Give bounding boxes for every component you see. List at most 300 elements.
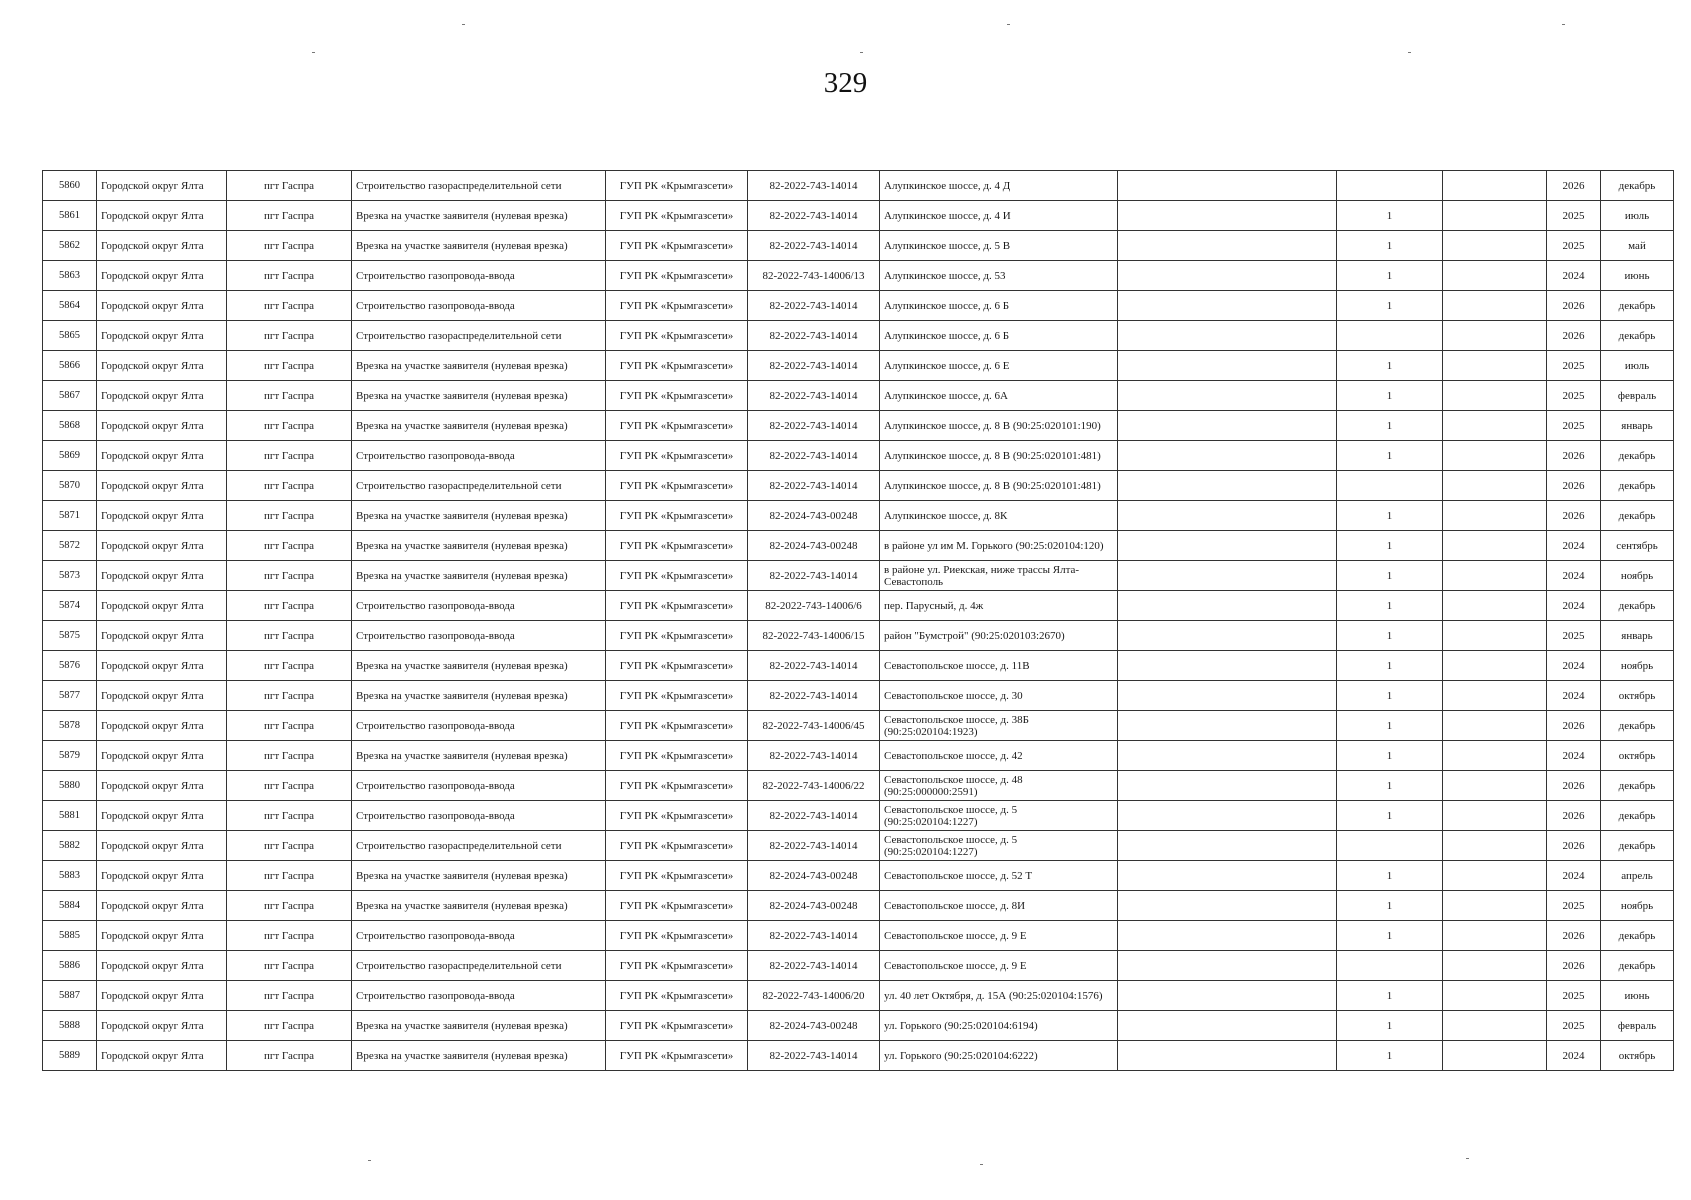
- year-cell: 2026: [1547, 951, 1601, 981]
- blank-cell: [1118, 681, 1337, 711]
- blank-cell: [1443, 201, 1547, 231]
- year-cell: 2026: [1547, 441, 1601, 471]
- table-row: [43, 801, 1674, 831]
- month-cell: ноябрь: [1601, 561, 1674, 591]
- blank-cell: [1443, 501, 1547, 531]
- blank-cell: [1443, 381, 1547, 411]
- organization-cell: ГУП РК «Крымгазсети»: [606, 741, 748, 771]
- settlement-cell: пгт Гаспра: [227, 471, 352, 501]
- row-number: 5869: [43, 441, 97, 471]
- blank-cell: [1443, 891, 1547, 921]
- table-row: [43, 291, 1674, 321]
- work-type-cell: Врезка на участке заявителя (нулевая врезка): [352, 501, 606, 531]
- count-cell: [1337, 951, 1443, 981]
- month-cell: февраль: [1601, 1011, 1674, 1041]
- settlement-cell: пгт Гаспра: [227, 591, 352, 621]
- scan-speck: [980, 1164, 983, 1165]
- district-cell: Городской округ Ялта: [97, 921, 227, 951]
- address-cell: Алупкинское шоссе, д. 8К: [880, 501, 1118, 531]
- row-number: 5862: [43, 231, 97, 261]
- work-type-cell: Врезка на участке заявителя (нулевая врезка): [352, 531, 606, 561]
- blank-cell: [1443, 651, 1547, 681]
- organization-cell: ГУП РК «Крымгазсети»: [606, 561, 748, 591]
- month-cell: октябрь: [1601, 1041, 1674, 1071]
- contract-code-cell: 82-2022-743-14014: [748, 411, 880, 441]
- address-cell: Севастопольское шоссе, д. 9 Е: [880, 921, 1118, 951]
- year-cell: 2026: [1547, 771, 1601, 801]
- address-cell: Алупкинское шоссе, д. 4 Д: [880, 171, 1118, 201]
- work-type-cell: Врезка на участке заявителя (нулевая врезка): [352, 891, 606, 921]
- year-cell: 2024: [1547, 741, 1601, 771]
- work-type-cell: Строительство газораспределительной сети: [352, 471, 606, 501]
- district-cell: Городской округ Ялта: [97, 411, 227, 441]
- year-cell: 2024: [1547, 591, 1601, 621]
- count-cell: 1: [1337, 531, 1443, 561]
- blank-cell: [1118, 651, 1337, 681]
- address-cell: Алупкинское шоссе, д. 6 Б: [880, 321, 1118, 351]
- count-cell: 1: [1337, 681, 1443, 711]
- address-cell: Севастопольское шоссе, д. 11В: [880, 651, 1118, 681]
- contract-code-cell: 82-2022-743-14014: [748, 321, 880, 351]
- table-row: [43, 351, 1674, 381]
- work-type-cell: Врезка на участке заявителя (нулевая врезка): [352, 651, 606, 681]
- address-cell: Алупкинское шоссе, д. 8 В (90:25:020101:190): [880, 411, 1118, 441]
- row-number: 5864: [43, 291, 97, 321]
- blank-cell: [1443, 411, 1547, 441]
- year-cell: 2024: [1547, 561, 1601, 591]
- organization-cell: ГУП РК «Крымгазсети»: [606, 831, 748, 861]
- settlement-cell: пгт Гаспра: [227, 1011, 352, 1041]
- year-cell: 2024: [1547, 651, 1601, 681]
- scan-speck: [1562, 24, 1565, 25]
- organization-cell: ГУП РК «Крымгазсети»: [606, 651, 748, 681]
- table-row: [43, 1011, 1674, 1041]
- organization-cell: ГУП РК «Крымгазсети»: [606, 681, 748, 711]
- blank-cell: [1443, 591, 1547, 621]
- contract-code-cell: 82-2022-743-14014: [748, 801, 880, 831]
- organization-cell: ГУП РК «Крымгазсети»: [606, 891, 748, 921]
- organization-cell: ГУП РК «Крымгазсети»: [606, 981, 748, 1011]
- organization-cell: ГУП РК «Крымгазсети»: [606, 531, 748, 561]
- blank-cell: [1118, 471, 1337, 501]
- work-type-cell: Строительство газораспределительной сети: [352, 171, 606, 201]
- year-cell: 2025: [1547, 201, 1601, 231]
- count-cell: [1337, 321, 1443, 351]
- row-number: 5879: [43, 741, 97, 771]
- work-type-cell: Врезка на участке заявителя (нулевая врезка): [352, 1041, 606, 1071]
- row-number: 5882: [43, 831, 97, 861]
- work-type-cell: Врезка на участке заявителя (нулевая врезка): [352, 1011, 606, 1041]
- table-row: [43, 321, 1674, 351]
- table-row: [43, 381, 1674, 411]
- address-cell: район "Бумстрой" (90:25:020103:2670): [880, 621, 1118, 651]
- year-cell: 2025: [1547, 381, 1601, 411]
- settlement-cell: пгт Гаспра: [227, 381, 352, 411]
- blank-cell: [1443, 441, 1547, 471]
- address-cell: ул. Горького (90:25:020104:6222): [880, 1041, 1118, 1071]
- work-type-cell: Строительство газопровода-ввода: [352, 711, 606, 741]
- blank-cell: [1443, 711, 1547, 741]
- blank-cell: [1118, 531, 1337, 561]
- month-cell: декабрь: [1601, 471, 1674, 501]
- count-cell: 1: [1337, 1011, 1443, 1041]
- year-cell: 2025: [1547, 1011, 1601, 1041]
- blank-cell: [1118, 411, 1337, 441]
- district-cell: Городской округ Ялта: [97, 561, 227, 591]
- work-type-cell: Врезка на участке заявителя (нулевая врезка): [352, 381, 606, 411]
- address-cell: Алупкинское шоссе, д. 53: [880, 261, 1118, 291]
- month-cell: апрель: [1601, 861, 1674, 891]
- settlement-cell: пгт Гаспра: [227, 861, 352, 891]
- row-number: 5868: [43, 411, 97, 441]
- district-cell: Городской округ Ялта: [97, 861, 227, 891]
- month-cell: сентябрь: [1601, 531, 1674, 561]
- blank-cell: [1118, 381, 1337, 411]
- contract-code-cell: 82-2024-743-00248: [748, 531, 880, 561]
- count-cell: [1337, 171, 1443, 201]
- blank-cell: [1118, 441, 1337, 471]
- count-cell: 1: [1337, 981, 1443, 1011]
- district-cell: Городской округ Ялта: [97, 711, 227, 741]
- year-cell: 2026: [1547, 501, 1601, 531]
- blank-cell: [1443, 741, 1547, 771]
- month-cell: декабрь: [1601, 591, 1674, 621]
- count-cell: 1: [1337, 261, 1443, 291]
- year-cell: 2026: [1547, 291, 1601, 321]
- row-number: 5883: [43, 861, 97, 891]
- settlement-cell: пгт Гаспра: [227, 171, 352, 201]
- work-type-cell: Врезка на участке заявителя (нулевая врезка): [352, 741, 606, 771]
- row-number: 5873: [43, 561, 97, 591]
- blank-cell: [1443, 261, 1547, 291]
- blank-cell: [1118, 771, 1337, 801]
- year-cell: 2026: [1547, 921, 1601, 951]
- month-cell: декабрь: [1601, 321, 1674, 351]
- settlement-cell: пгт Гаспра: [227, 321, 352, 351]
- work-type-cell: Строительство газопровода-ввода: [352, 591, 606, 621]
- table-row: [43, 831, 1674, 861]
- year-cell: 2025: [1547, 231, 1601, 261]
- scan-speck: [860, 52, 863, 53]
- district-cell: Городской округ Ялта: [97, 171, 227, 201]
- district-cell: Городской округ Ялта: [97, 681, 227, 711]
- district-cell: Городской округ Ялта: [97, 801, 227, 831]
- contract-code-cell: 82-2024-743-00248: [748, 861, 880, 891]
- contract-code-cell: 82-2022-743-14014: [748, 951, 880, 981]
- table-row: [43, 861, 1674, 891]
- count-cell: 1: [1337, 231, 1443, 261]
- district-cell: Городской округ Ялта: [97, 441, 227, 471]
- district-cell: Городской округ Ялта: [97, 1011, 227, 1041]
- address-cell: в районе ул. Риекская, ниже трассы Ялта-Севастополь: [880, 561, 1118, 591]
- blank-cell: [1118, 291, 1337, 321]
- work-type-cell: Строительство газопровода-ввода: [352, 771, 606, 801]
- address-cell: ул. 40 лет Октября, д. 15А (90:25:020104:1576): [880, 981, 1118, 1011]
- blank-cell: [1443, 321, 1547, 351]
- blank-cell: [1118, 501, 1337, 531]
- district-cell: Городской округ Ялта: [97, 621, 227, 651]
- count-cell: 1: [1337, 651, 1443, 681]
- blank-cell: [1118, 201, 1337, 231]
- row-number: 5885: [43, 921, 97, 951]
- settlement-cell: пгт Гаспра: [227, 801, 352, 831]
- district-cell: Городской округ Ялта: [97, 831, 227, 861]
- year-cell: 2025: [1547, 891, 1601, 921]
- contract-code-cell: 82-2022-743-14014: [748, 921, 880, 951]
- count-cell: 1: [1337, 891, 1443, 921]
- settlement-cell: пгт Гаспра: [227, 261, 352, 291]
- register-table: [42, 170, 1674, 1071]
- count-cell: 1: [1337, 501, 1443, 531]
- address-cell: Алупкинское шоссе, д. 4 И: [880, 201, 1118, 231]
- blank-cell: [1118, 1011, 1337, 1041]
- organization-cell: ГУП РК «Крымгазсети»: [606, 201, 748, 231]
- table-row: [43, 741, 1674, 771]
- address-cell: Севастопольское шоссе, д. 48 (90:25:000000:2591): [880, 771, 1118, 801]
- district-cell: Городской округ Ялта: [97, 201, 227, 231]
- month-cell: декабрь: [1601, 711, 1674, 741]
- blank-cell: [1443, 801, 1547, 831]
- month-cell: декабрь: [1601, 951, 1674, 981]
- address-cell: в районе ул им М. Горького (90:25:020104:120): [880, 531, 1118, 561]
- table-row: [43, 411, 1674, 441]
- contract-code-cell: 82-2022-743-14014: [748, 1041, 880, 1071]
- organization-cell: ГУП РК «Крымгазсети»: [606, 471, 748, 501]
- table-row: [43, 651, 1674, 681]
- address-cell: Севастопольское шоссе, д. 8И: [880, 891, 1118, 921]
- blank-cell: [1443, 531, 1547, 561]
- blank-cell: [1118, 831, 1337, 861]
- table-row: [43, 1041, 1674, 1071]
- settlement-cell: пгт Гаспра: [227, 921, 352, 951]
- row-number: 5861: [43, 201, 97, 231]
- address-cell: пер. Парусный, д. 4ж: [880, 591, 1118, 621]
- blank-cell: [1443, 351, 1547, 381]
- settlement-cell: пгт Гаспра: [227, 561, 352, 591]
- table-row: [43, 681, 1674, 711]
- table-row: [43, 261, 1674, 291]
- row-number: 5881: [43, 801, 97, 831]
- district-cell: Городской округ Ялта: [97, 651, 227, 681]
- month-cell: декабрь: [1601, 801, 1674, 831]
- settlement-cell: пгт Гаспра: [227, 981, 352, 1011]
- page-number: 329: [823, 67, 868, 99]
- blank-cell: [1118, 801, 1337, 831]
- count-cell: [1337, 831, 1443, 861]
- address-cell: Севастопольское шоссе, д. 30: [880, 681, 1118, 711]
- settlement-cell: пгт Гаспра: [227, 711, 352, 741]
- address-cell: Алупкинское шоссе, д. 6 Е: [880, 351, 1118, 381]
- settlement-cell: пгт Гаспра: [227, 1041, 352, 1071]
- blank-cell: [1443, 861, 1547, 891]
- settlement-cell: пгт Гаспра: [227, 651, 352, 681]
- blank-cell: [1118, 981, 1337, 1011]
- year-cell: 2026: [1547, 321, 1601, 351]
- work-type-cell: Врезка на участке заявителя (нулевая врезка): [352, 681, 606, 711]
- settlement-cell: пгт Гаспра: [227, 291, 352, 321]
- month-cell: май: [1601, 231, 1674, 261]
- organization-cell: ГУП РК «Крымгазсети»: [606, 801, 748, 831]
- organization-cell: ГУП РК «Крымгазсети»: [606, 501, 748, 531]
- count-cell: 1: [1337, 861, 1443, 891]
- count-cell: 1: [1337, 291, 1443, 321]
- work-type-cell: Врезка на участке заявителя (нулевая врезка): [352, 411, 606, 441]
- contract-code-cell: 82-2022-743-14014: [748, 741, 880, 771]
- work-type-cell: Строительство газопровода-ввода: [352, 981, 606, 1011]
- blank-cell: [1118, 351, 1337, 381]
- contract-code-cell: 82-2022-743-14014: [748, 171, 880, 201]
- table-row: [43, 771, 1674, 801]
- blank-cell: [1443, 171, 1547, 201]
- year-cell: 2024: [1547, 531, 1601, 561]
- count-cell: 1: [1337, 771, 1443, 801]
- row-number: 5888: [43, 1011, 97, 1041]
- contract-code-cell: 82-2022-743-14014: [748, 471, 880, 501]
- blank-cell: [1443, 681, 1547, 711]
- address-cell: Алупкинское шоссе, д. 8 В (90:25:020101:481): [880, 441, 1118, 471]
- work-type-cell: Врезка на участке заявителя (нулевая врезка): [352, 561, 606, 591]
- district-cell: Городской округ Ялта: [97, 231, 227, 261]
- settlement-cell: пгт Гаспра: [227, 621, 352, 651]
- settlement-cell: пгт Гаспра: [227, 771, 352, 801]
- district-cell: Городской округ Ялта: [97, 501, 227, 531]
- row-number: 5876: [43, 651, 97, 681]
- work-type-cell: Строительство газопровода-ввода: [352, 441, 606, 471]
- organization-cell: ГУП РК «Крымгазсети»: [606, 1041, 748, 1071]
- work-type-cell: Строительство газопровода-ввода: [352, 921, 606, 951]
- address-cell: Севастопольское шоссе, д. 5 (90:25:020104:1227): [880, 801, 1118, 831]
- scan-speck: [1408, 52, 1411, 53]
- month-cell: ноябрь: [1601, 891, 1674, 921]
- work-type-cell: Строительство газопровода-ввода: [352, 261, 606, 291]
- district-cell: Городской округ Ялта: [97, 771, 227, 801]
- blank-cell: [1118, 591, 1337, 621]
- year-cell: 2026: [1547, 831, 1601, 861]
- table-row: [43, 471, 1674, 501]
- work-type-cell: Строительство газораспределительной сети: [352, 321, 606, 351]
- month-cell: июль: [1601, 201, 1674, 231]
- year-cell: 2025: [1547, 411, 1601, 441]
- row-number: 5889: [43, 1041, 97, 1071]
- blank-cell: [1443, 471, 1547, 501]
- contract-code-cell: 82-2022-743-14006/15: [748, 621, 880, 651]
- blank-cell: [1118, 561, 1337, 591]
- blank-cell: [1443, 291, 1547, 321]
- district-cell: Городской округ Ялта: [97, 591, 227, 621]
- count-cell: [1337, 471, 1443, 501]
- count-cell: 1: [1337, 351, 1443, 381]
- district-cell: Городской округ Ялта: [97, 381, 227, 411]
- row-number: 5886: [43, 951, 97, 981]
- year-cell: 2025: [1547, 351, 1601, 381]
- address-cell: Севастопольское шоссе, д. 38Б (90:25:020104:1923): [880, 711, 1118, 741]
- blank-cell: [1443, 231, 1547, 261]
- table-row: [43, 621, 1674, 651]
- table-row: [43, 171, 1674, 201]
- contract-code-cell: 82-2022-743-14014: [748, 201, 880, 231]
- district-cell: Городской округ Ялта: [97, 471, 227, 501]
- address-cell: Алупкинское шоссе, д. 6А: [880, 381, 1118, 411]
- organization-cell: ГУП РК «Крымгазсети»: [606, 1011, 748, 1041]
- settlement-cell: пгт Гаспра: [227, 501, 352, 531]
- address-cell: Севастопольское шоссе, д. 52 Т: [880, 861, 1118, 891]
- row-number: 5863: [43, 261, 97, 291]
- row-number: 5880: [43, 771, 97, 801]
- district-cell: Городской округ Ялта: [97, 891, 227, 921]
- contract-code-cell: 82-2024-743-00248: [748, 891, 880, 921]
- scan-speck: [462, 24, 465, 25]
- contract-code-cell: 82-2022-743-14014: [748, 681, 880, 711]
- contract-code-cell: 82-2022-743-14014: [748, 561, 880, 591]
- contract-code-cell: 82-2022-743-14014: [748, 231, 880, 261]
- row-number: 5870: [43, 471, 97, 501]
- scan-speck: [1007, 24, 1010, 25]
- row-number: 5865: [43, 321, 97, 351]
- blank-cell: [1443, 1011, 1547, 1041]
- work-type-cell: Врезка на участке заявителя (нулевая врезка): [352, 231, 606, 261]
- row-number: 5872: [43, 531, 97, 561]
- table-row: [43, 501, 1674, 531]
- district-cell: Городской округ Ялта: [97, 291, 227, 321]
- row-number: 5874: [43, 591, 97, 621]
- count-cell: 1: [1337, 561, 1443, 591]
- contract-code-cell: 82-2022-743-14014: [748, 291, 880, 321]
- count-cell: 1: [1337, 621, 1443, 651]
- count-cell: 1: [1337, 591, 1443, 621]
- row-number: 5887: [43, 981, 97, 1011]
- row-number: 5866: [43, 351, 97, 381]
- contract-code-cell: 82-2022-743-14006/22: [748, 771, 880, 801]
- table-row: [43, 591, 1674, 621]
- blank-cell: [1443, 921, 1547, 951]
- year-cell: 2025: [1547, 621, 1601, 651]
- table-row: [43, 921, 1674, 951]
- month-cell: декабрь: [1601, 831, 1674, 861]
- organization-cell: ГУП РК «Крымгазсети»: [606, 261, 748, 291]
- contract-code-cell: 82-2024-743-00248: [748, 1011, 880, 1041]
- contract-code-cell: 82-2022-743-14006/20: [748, 981, 880, 1011]
- row-number: 5877: [43, 681, 97, 711]
- count-cell: 1: [1337, 801, 1443, 831]
- blank-cell: [1443, 1041, 1547, 1071]
- table-body: [43, 171, 1674, 1071]
- contract-code-cell: 82-2022-743-14006/6: [748, 591, 880, 621]
- month-cell: декабрь: [1601, 921, 1674, 951]
- work-type-cell: Врезка на участке заявителя (нулевая врезка): [352, 201, 606, 231]
- organization-cell: ГУП РК «Крымгазсети»: [606, 441, 748, 471]
- organization-cell: ГУП РК «Крымгазсети»: [606, 861, 748, 891]
- settlement-cell: пгт Гаспра: [227, 831, 352, 861]
- address-cell: Алупкинское шоссе, д. 6 Б: [880, 291, 1118, 321]
- count-cell: 1: [1337, 921, 1443, 951]
- count-cell: 1: [1337, 441, 1443, 471]
- scan-speck: [368, 1160, 371, 1161]
- contract-code-cell: 82-2022-743-14006/45: [748, 711, 880, 741]
- year-cell: 2025: [1547, 981, 1601, 1011]
- contract-code-cell: 82-2022-743-14006/13: [748, 261, 880, 291]
- count-cell: 1: [1337, 381, 1443, 411]
- month-cell: октябрь: [1601, 681, 1674, 711]
- row-number: 5867: [43, 381, 97, 411]
- count-cell: 1: [1337, 711, 1443, 741]
- contract-code-cell: 82-2022-743-14014: [748, 441, 880, 471]
- table-row: [43, 981, 1674, 1011]
- contract-code-cell: 82-2024-743-00248: [748, 501, 880, 531]
- row-number: 5860: [43, 171, 97, 201]
- count-cell: 1: [1337, 1041, 1443, 1071]
- contract-code-cell: 82-2022-743-14014: [748, 381, 880, 411]
- table-row: [43, 441, 1674, 471]
